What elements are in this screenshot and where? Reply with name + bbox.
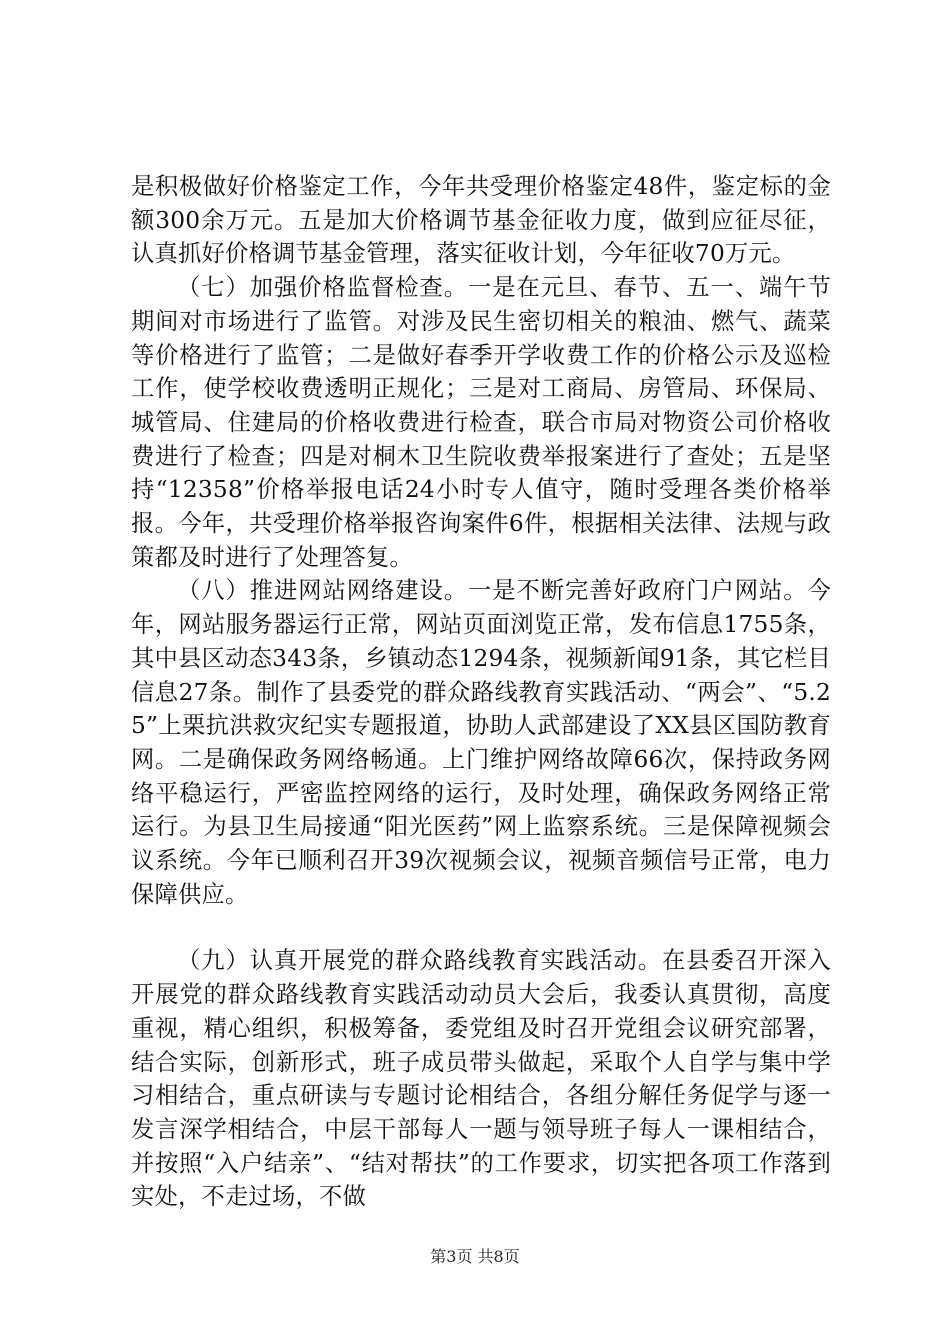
paragraph-section-7: （七）加强价格监督检查。一是在元旦、春节、五一、端午节期间对市场进行了监管。对涉及民生密切相关的粮油、燃气、蔬菜等价格进行了监管；二是做好春季开学收费工作的价格公示及巡检工作，使学校收费透明正规化；三是对工商局、房管局、环保局、城管局、住建局的价格收费进行检查，联合市局对物资公司价格收费进行了检查；四是对桐木卫生院收费举报案进行了查处；五是坚持“12358”价格举报电话24小时专人值守，随时受理各类价格举报。今年，共受理价格举报咨询案件6件，根据相关法律、法规与政策都及时进行了处理答复。 <box>131 274 831 571</box>
paragraph-continuation: 是积极做好价格鉴定工作，今年共受理价格鉴定48件，鉴定标的金额300余万元。五是加大价格调节基金征收力度，做到应征尽征，认真抓好价格调节基金管理，落实征收计划，今年征收70万元。 <box>131 173 831 268</box>
paragraph-section-9: （九）认真开展党的群众路线教育实践活动。在县委召开深入开展党的群众路线教育实践活动动员大会后，我委认真贯彻，高度重视，精心组织，积极筹备，委党组及时召开党组会议研究部署，结合实际，创新形式，班子成员带头做起，采取个人自学与集中学习相结合，重点研读与专题讨论相结合，各组分解任务促学与逐一发言深学相结合，中层干部每人一题与领导班子每人一课相结合，并按照“入户结亲”、“结对帮扶”的工作要求，切实把各项工作落到实处，不走过场，不做 <box>131 947 831 1211</box>
document-body <box>131 170 831 1214</box>
paragraph-spacer <box>131 911 831 944</box>
paragraph-section-8: （八）推进网站网络建设。一是不断完善好政府门户网站。今年，网站服务器运行正常，网站页面浏览正常，发布信息1755条，其中县区动态343条，乡镇动态1294条，视频新闻91条，其它栏目信息27条。制作了县委党的群众路线教育实践活动、“两会”、“5.25”上栗抗洪救灾纪实专题报道，协助人武部建设了XX县区国防教育网。二是确保政务网络畅通。上门维护网络故障66次，保持政务网络平稳运行，严密监控网络的运行，及时处理，确保政务网络正常运行。为县卫生局接通“阳光医药”网上监察系统。三是保障视频会议系统。今年已顺利召开39次视频会议，视频音频信号正常，电力保障供应。 <box>131 577 831 908</box>
page-number-footer: 第3页 共8页 <box>430 1247 520 1266</box>
